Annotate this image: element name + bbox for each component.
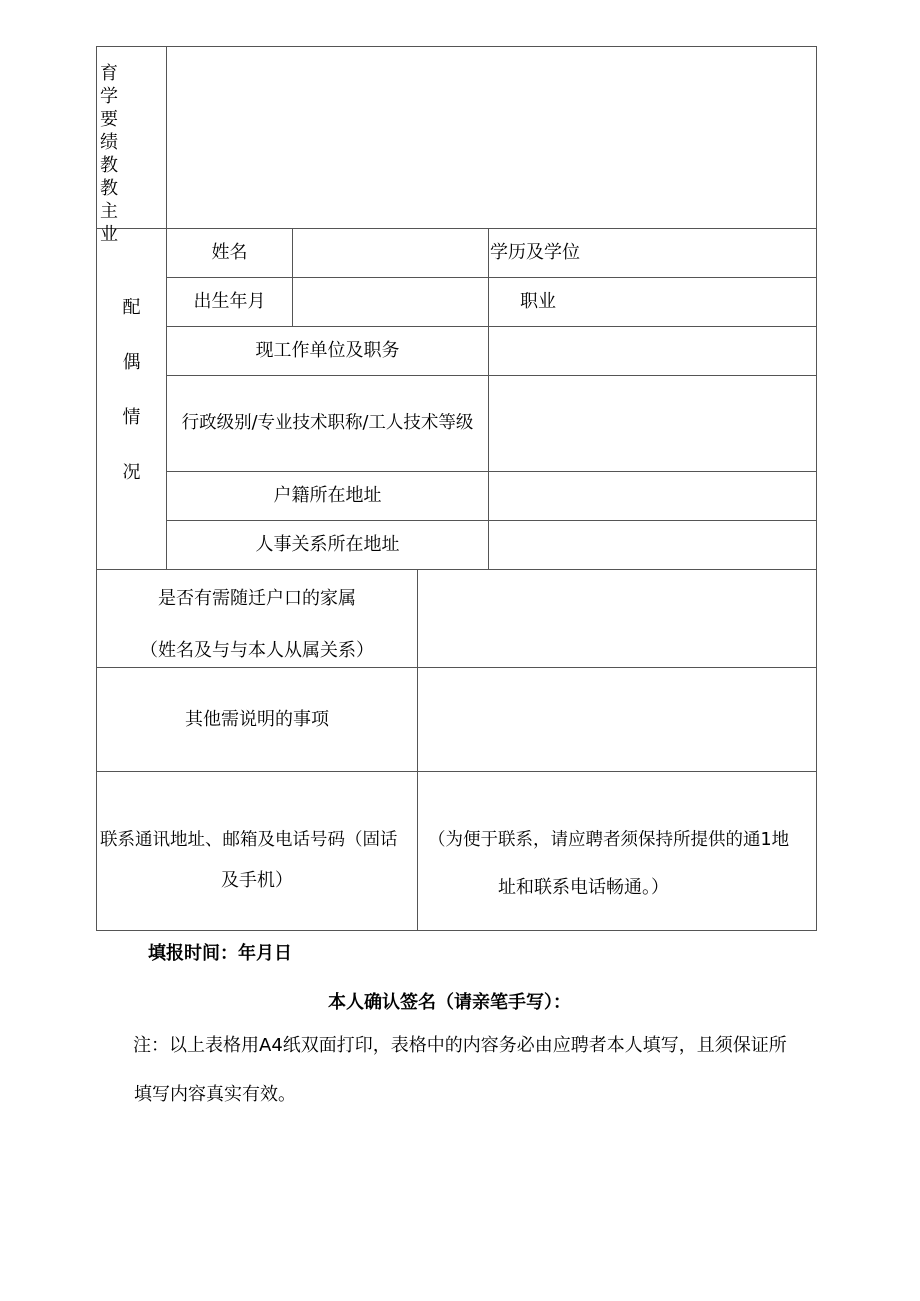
label-char: 绩	[100, 132, 118, 153]
label-char: 要	[100, 109, 118, 130]
table-border-bottom	[96, 930, 817, 931]
label-char: 况	[122, 462, 141, 483]
main-duties-field[interactable]	[167, 47, 816, 228]
contact-label-line1: 联系通讯地址、邮箱及电话号码（固话	[100, 830, 398, 850]
family-label-line1: 是否有需随迁户口的家属	[158, 588, 356, 609]
contact-note-line2: 址和联系电话畅通。）	[498, 877, 669, 898]
spouse-occupation-field[interactable]	[640, 278, 816, 326]
other-field[interactable]	[418, 668, 816, 771]
contact-label	[97, 772, 417, 930]
label-char: 教	[100, 178, 118, 199]
spouse-birth-field[interactable]	[293, 278, 488, 326]
spouse-education-field[interactable]	[640, 229, 816, 277]
spouse-occupation-label: 职业	[520, 291, 556, 313]
spouse-education-label: 学历及学位	[490, 242, 580, 264]
label-char: 情	[122, 407, 141, 428]
spouse-work-unit-field[interactable]	[489, 327, 816, 375]
spouse-birth-label: 出生年月	[193, 291, 266, 313]
label-char: 主	[100, 201, 118, 222]
signature-line: 本人确认签名（请亲笔手写）：	[328, 992, 571, 1013]
main-duties-label	[97, 62, 121, 245]
spouse-rank-label: 行政级别/专业技术职称/工人技术等级	[181, 413, 474, 433]
spouse-rank-field[interactable]	[489, 376, 816, 471]
print-note-line2: 填写内容真实有效。	[134, 1084, 296, 1105]
print-note-line1: 注：以上表格用A4纸双面打印，表格中的内容务必由应聘者本人填写，且须保证所	[133, 1035, 787, 1056]
label-char: 学	[100, 86, 118, 107]
other-label: 其他需说明的事项	[185, 708, 329, 730]
label-char: 业	[100, 224, 118, 245]
spouse-section-label	[97, 280, 166, 500]
spouse-personnel-label: 人事关系所在地址	[255, 534, 400, 556]
family-label	[97, 570, 417, 667]
contact-note-line1: （为便于联系，请应聘者须保持所提供的通1地	[428, 830, 790, 850]
table-border-right	[816, 46, 817, 931]
spouse-name-field[interactable]	[293, 229, 488, 277]
label-char: 配	[122, 297, 141, 318]
spouse-work-unit-label: 现工作单位及职务	[255, 340, 400, 362]
spouse-personnel-field[interactable]	[489, 521, 816, 569]
label-char: 偶	[122, 352, 141, 373]
spouse-household-field[interactable]	[489, 472, 816, 520]
spouse-name-label: 姓名	[211, 242, 248, 264]
fill-time: 填报时间：年月日	[148, 943, 292, 964]
family-field[interactable]	[418, 570, 816, 667]
contact-label-line2: 及手机）	[221, 870, 293, 891]
family-label-line2: （姓名及与与本人从属关系）	[140, 640, 374, 661]
spouse-household-label: 户籍所在地址	[273, 485, 382, 507]
contact-field[interactable]	[418, 772, 816, 930]
label-char: 教	[100, 155, 118, 176]
label-char: 育	[100, 63, 118, 84]
